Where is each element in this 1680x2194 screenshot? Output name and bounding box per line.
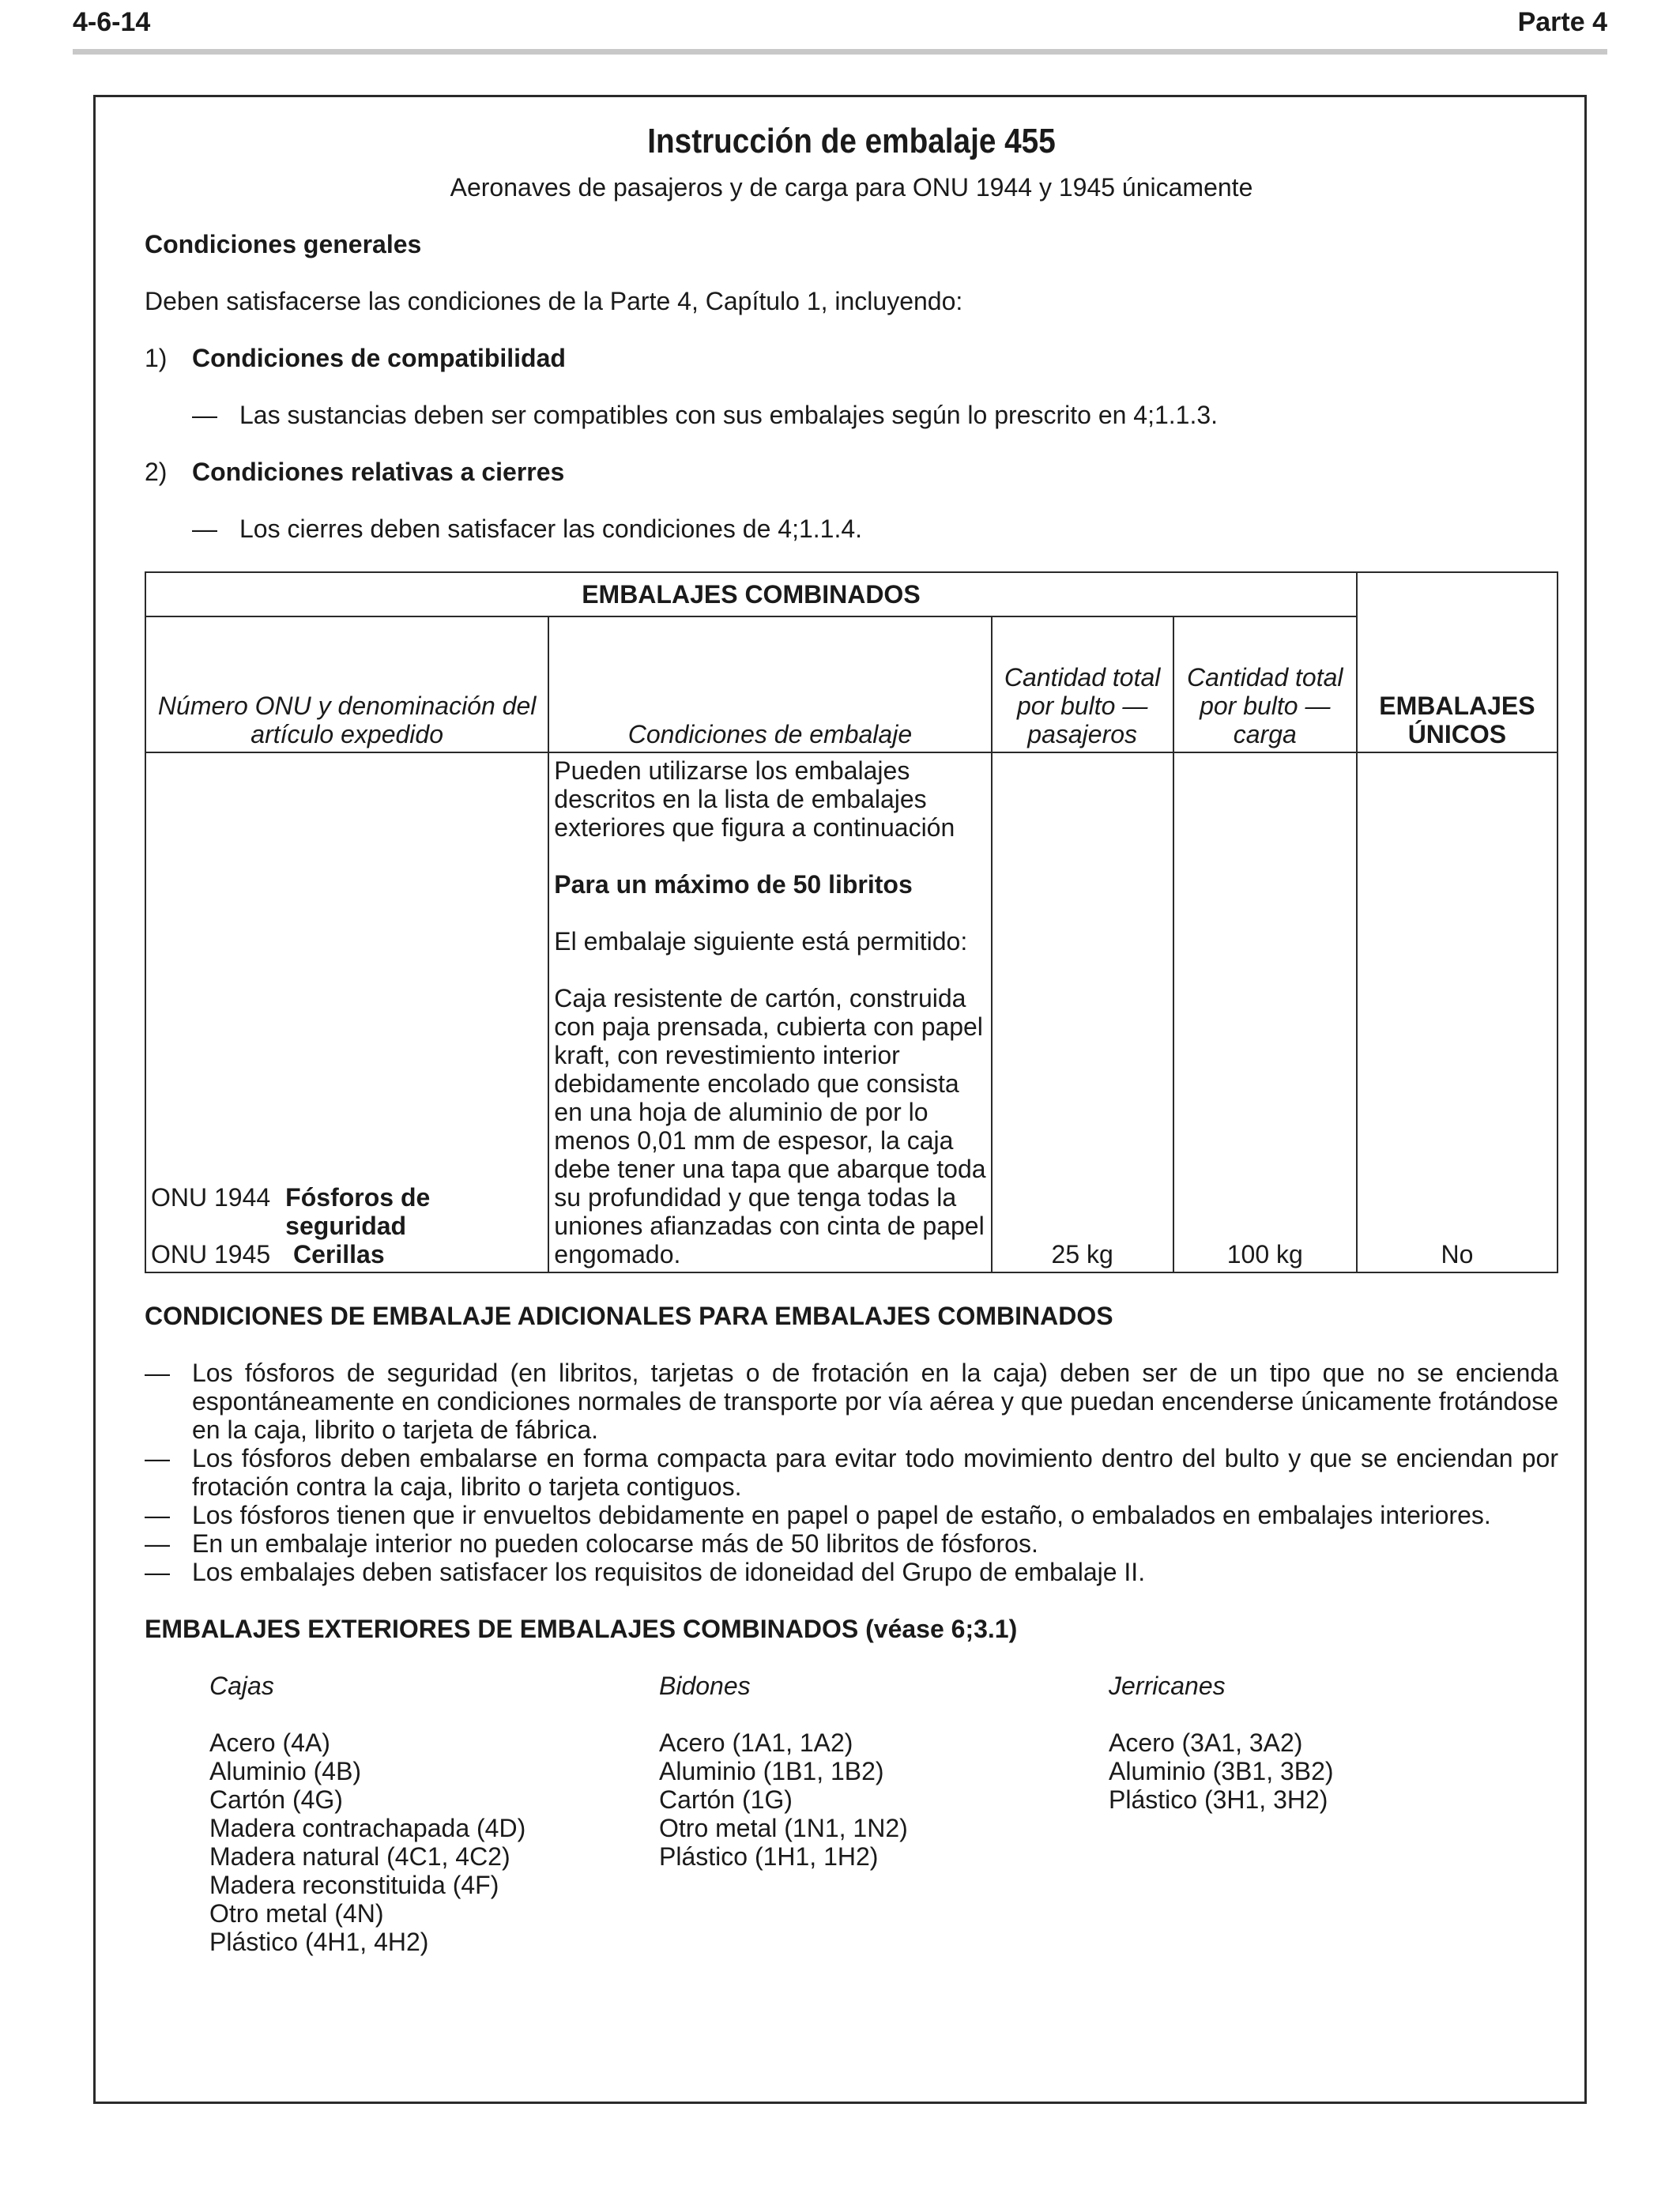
- dash-marker: —: [145, 1359, 170, 1387]
- un-number: ONU 1945: [151, 1240, 271, 1269]
- single-packagings-header: EMBALAJES ÚNICOS: [1357, 572, 1558, 752]
- page-number: 4-6-14: [73, 7, 151, 37]
- part-label: Parte 4: [1517, 7, 1607, 37]
- list-item: [145, 1444, 1558, 1501]
- conditions-cell: [548, 752, 991, 1272]
- conditions-limit: Para un máximo de 50 libritos: [554, 870, 913, 899]
- additional-list: [145, 1359, 1558, 1586]
- general-intro: Deben satisfacerse las condiciones de la Parte 4, Capítulo 1, incluyendo:: [145, 287, 963, 315]
- un-entry: [151, 1240, 543, 1269]
- cargo-quantity-cell: 100 kg: [1173, 752, 1357, 1272]
- un-number: ONU 1944: [151, 1183, 271, 1212]
- list-item: [145, 1359, 1558, 1444]
- list-item-text: Los fósforos tienen que ir envueltos debidamente en papel o papel de estaño, o embalados en embalajes interiores.: [192, 1501, 1491, 1529]
- list-item: Aluminio (3B1, 3B2): [1109, 1757, 1334, 1785]
- outer-packagings-columns: [145, 1672, 1558, 1956]
- list-item: Aluminio (1B1, 1B2): [659, 1757, 884, 1785]
- list-item: Plástico (1H1, 1H2): [659, 1842, 879, 1871]
- list-item: Otro metal (1N1, 1N2): [659, 1814, 908, 1842]
- single-packagings-cell: No: [1357, 752, 1558, 1272]
- dash-marker: —: [192, 515, 217, 543]
- list-item-text: Los fósforos de seguridad (en libritos, tarjetas o de frotación en la caja) deben ser de un tipo que no se encienda espontáneamente en condiciones normales de transporte por vía aérea y que puedan encenderse únicamente frotándose en la caja, librito o tarjeta de fábrica.: [192, 1359, 1558, 1444]
- un-name: Fósforos de seguridad: [285, 1183, 431, 1240]
- packing-table: [145, 571, 1558, 1273]
- condition-detail-1: [192, 401, 1558, 429]
- un-cell: [145, 752, 548, 1272]
- general-heading: Condiciones generales: [145, 230, 422, 258]
- combined-packagings-header: EMBALAJES COMBINADOS: [145, 572, 1357, 616]
- table-group-row: [145, 572, 1558, 616]
- list-item: Acero (3A1, 3A2): [1109, 1728, 1303, 1757]
- dash-marker: —: [145, 1529, 170, 1558]
- condition-text: Las sustancias deben ser compatibles con sus embalajes según lo prescrito en 4;1.1.3.: [239, 401, 1219, 429]
- page-subtitle: Aeronaves de pasajeros y de carga para ONU 1944 y 1945 únicamente: [450, 173, 1253, 202]
- un-name: Cerillas: [293, 1240, 385, 1269]
- conditions-paragraph: Caja resistente de cartón, construida con paja prensada, cubierta con papel kraft, con revestimiento interior debidamente encolado que consista en una hoja de aluminio de por lo menos 0,01 mm de espesor, la caja debe tener una tapa que abarque toda su profundidad y que tenga todas la uniones afianzadas con cinta de papel engomado.: [554, 984, 986, 1269]
- dash-marker: —: [145, 1558, 170, 1586]
- list-item: Cartón (1G): [659, 1785, 793, 1814]
- list-item: Plástico (4H1, 4H2): [209, 1928, 429, 1956]
- list-item-text: En un embalaje interior no pueden colocarse más de 50 libritos de fósforos.: [192, 1529, 1038, 1558]
- condition-item-2: [145, 458, 1558, 486]
- list-item: Cartón (4G): [209, 1785, 343, 1814]
- list-item: [145, 1558, 1558, 1586]
- list-item: Acero (4A): [209, 1728, 330, 1757]
- header-rule: [73, 49, 1607, 55]
- un-entry: [151, 1183, 543, 1240]
- passenger-quantity-header: Cantidad total por bulto — pasajeros: [992, 616, 1173, 752]
- table-header-row: [145, 616, 1558, 752]
- outer-column-drums: [659, 1672, 1109, 1956]
- conditions-column-header: Condiciones de embalaje: [548, 616, 991, 752]
- list-item: [145, 1501, 1558, 1529]
- conditions-paragraph: Pueden utilizarse los embalajes descritos en la lista de embalajes exteriores que figura a continuación: [554, 756, 955, 842]
- dash-marker: —: [145, 1444, 170, 1472]
- condition-title: Condiciones relativas a cierres: [192, 458, 565, 486]
- condition-number: 1): [145, 344, 168, 372]
- cargo-quantity-header: Cantidad total por bulto — carga: [1173, 616, 1357, 752]
- condition-detail-2: [192, 515, 1558, 543]
- condition-item-1: [145, 344, 1558, 372]
- list-item: Aluminio (4B): [209, 1757, 362, 1785]
- list-item: Plástico (3H1, 3H2): [1109, 1785, 1328, 1814]
- outer-column-jerricans: [1109, 1672, 1558, 1956]
- additional-heading: CONDICIONES DE EMBALAJE ADICIONALES PARA EMBALAJES COMBINADOS: [145, 1302, 1113, 1330]
- outer-category: Jerricanes: [1109, 1672, 1226, 1700]
- list-item: Otro metal (4N): [209, 1899, 384, 1928]
- condition-title: Condiciones de compatibilidad: [192, 344, 566, 372]
- instruction-frame: [93, 95, 1587, 2104]
- un-column-header: Número ONU y denominación del artículo expedido: [145, 616, 548, 752]
- dash-marker: —: [192, 401, 217, 429]
- table-row: [145, 752, 1558, 1272]
- dash-marker: —: [145, 1501, 170, 1529]
- passenger-quantity-cell: 25 kg: [992, 752, 1173, 1272]
- condition-number: 2): [145, 458, 168, 486]
- outer-category: Bidones: [659, 1672, 751, 1700]
- condition-text: Los cierres deben satisfacer las condiciones de 4;1.1.4.: [239, 515, 863, 543]
- list-item: Madera natural (4C1, 4C2): [209, 1842, 510, 1871]
- list-item: Madera contrachapada (4D): [209, 1814, 526, 1842]
- list-item: [145, 1529, 1558, 1558]
- page-title: Instrucción de embalaje 455: [647, 122, 1056, 160]
- outer-category: Cajas: [209, 1672, 274, 1700]
- list-item-text: Los fósforos deben embalarse en forma compacta para evitar todo movimiento dentro del bulto y que se enciendan por frotación contra la caja, librito o tarjeta contiguos.: [192, 1444, 1558, 1501]
- list-item: Madera reconstituida (4F): [209, 1871, 499, 1899]
- list-item: Acero (1A1, 1A2): [659, 1728, 853, 1757]
- page-header: [73, 6, 1607, 51]
- conditions-paragraph: El embalaje siguiente está permitido:: [554, 927, 968, 956]
- outer-packagings-heading: EMBALAJES EXTERIORES DE EMBALAJES COMBINADOS (véase 6;3.1): [145, 1615, 1018, 1643]
- outer-column-boxes: [209, 1672, 659, 1956]
- list-item-text: Los embalajes deben satisfacer los requisitos de idoneidad del Grupo de embalaje II.: [192, 1558, 1146, 1586]
- instruction-content: [145, 121, 1558, 1956]
